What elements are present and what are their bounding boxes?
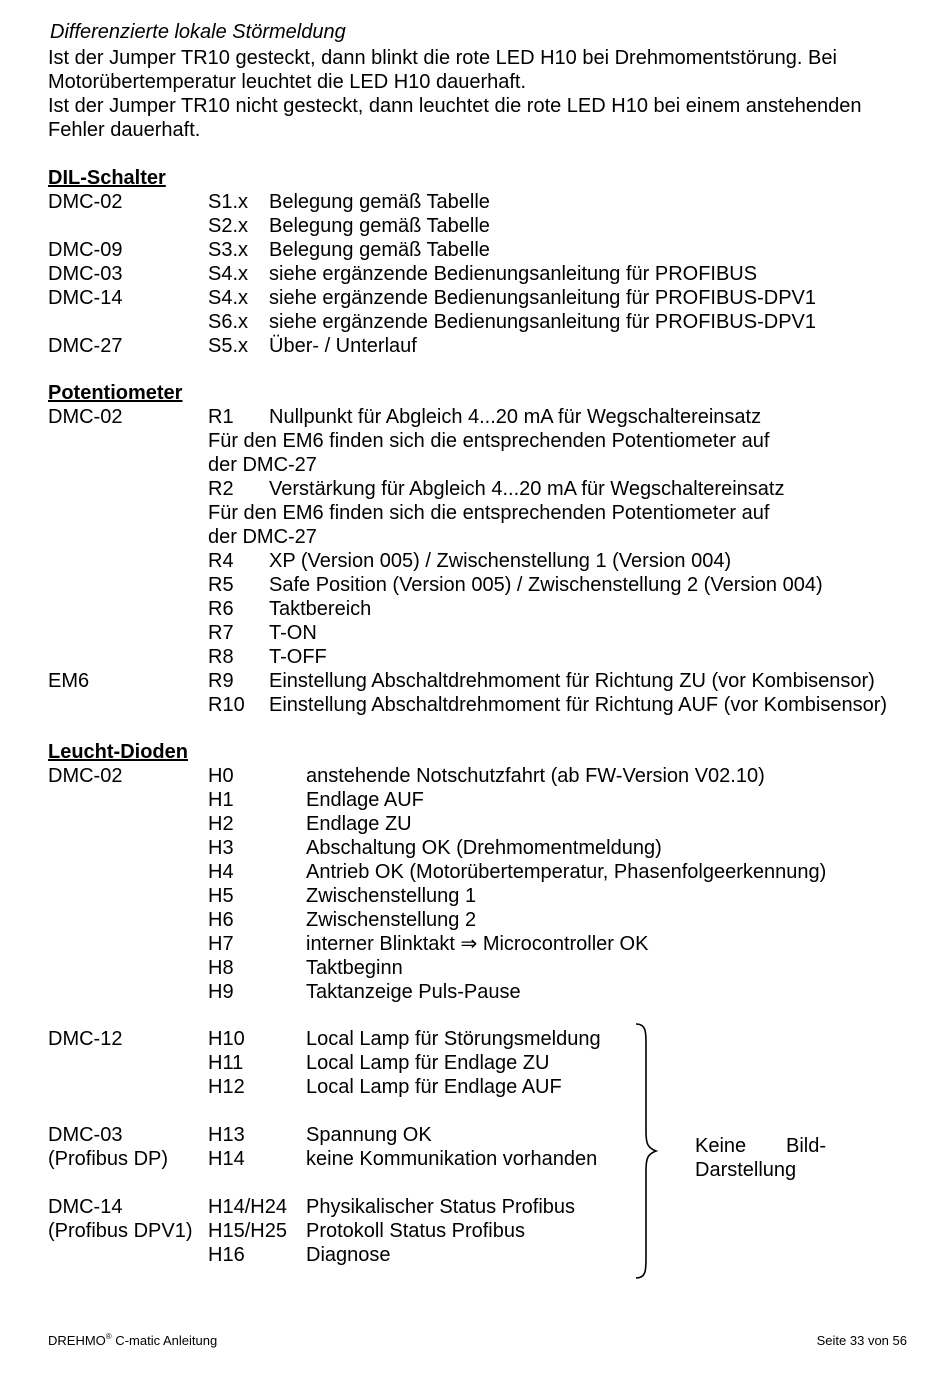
brace-note-word2: Bild-	[786, 1135, 827, 1157]
section-title-stoermeldung: Differenzierte lokale Störmeldung	[50, 21, 346, 43]
led-code: H7	[208, 933, 234, 955]
led-desc: Diagnose	[306, 1244, 391, 1266]
led-device: DMC-14	[48, 1196, 123, 1218]
led-desc: anstehende Notschutzfahrt (ab FW-Version V02.10)	[306, 765, 765, 787]
led-code: H11	[208, 1052, 244, 1074]
led-code: H0	[208, 765, 234, 787]
poti-device-em6: EM6	[48, 670, 90, 692]
footer-doc: C-matic Anleitung	[111, 1333, 218, 1348]
brace-note-word1: Keine	[695, 1135, 747, 1157]
curly-brace-icon	[632, 1022, 662, 1280]
led-code: H6	[208, 909, 234, 931]
led-desc: Antrieb OK (Motorübertemperatur, Phasenfolgeerkennung)	[306, 861, 827, 883]
dil-desc: Über- / Unterlauf	[269, 335, 417, 357]
dil-code: S6.x	[208, 311, 249, 333]
intro-para2-line2: Fehler dauerhaft.	[48, 119, 201, 141]
footer-page-number: Seite 33 von 56	[816, 1333, 907, 1348]
poti-code: R4	[208, 550, 234, 572]
led-desc: Endlage AUF	[306, 789, 424, 811]
led-desc: Taktanzeige Puls-Pause	[306, 981, 521, 1003]
led-code: H2	[208, 813, 234, 835]
led-code: H8	[208, 957, 234, 979]
poti-desc: XP (Version 005) / Zwischenstellung 1 (Version 004)	[269, 550, 732, 572]
led-code: H5	[208, 885, 234, 907]
dil-desc: Belegung gemäß Tabelle	[269, 191, 490, 213]
footer-document-name	[48, 1333, 217, 1349]
poti-desc: Nullpunkt für Abgleich 4...20 mA für Wegschaltereinsatz	[269, 406, 762, 428]
led-device: (Profibus DPV1)	[48, 1220, 193, 1242]
led-code: H9	[208, 981, 234, 1003]
dil-device: DMC-09	[48, 239, 123, 261]
led-desc: Zwischenstellung 1	[306, 885, 477, 907]
led-desc: keine Kommunikation vorhanden	[306, 1148, 598, 1170]
poti-code: R5	[208, 574, 234, 596]
poti-code: R2	[208, 478, 234, 500]
led-code: H4	[208, 861, 234, 883]
dil-code: S2.x	[208, 215, 249, 237]
led-desc: Zwischenstellung 2	[306, 909, 477, 931]
registered-mark: ®	[105, 1332, 112, 1341]
brace-note-line2: Darstellung	[695, 1159, 797, 1181]
led-code: H10	[208, 1028, 245, 1050]
poti-code: R1	[208, 406, 234, 428]
poti-code: R9	[208, 670, 234, 692]
dil-device: DMC-02	[48, 191, 123, 213]
led-code: H14/H24	[208, 1196, 287, 1218]
heading-dil-schalter: DIL-Schalter	[48, 167, 166, 189]
poti-code: R7	[208, 622, 234, 644]
led-code: H1	[208, 789, 234, 811]
poti-note: Für den EM6 finden sich die entsprechenden Potentiometer auf	[208, 430, 770, 452]
led-code: H12	[208, 1076, 245, 1098]
led-desc: Spannung OK	[306, 1124, 432, 1146]
led-device: DMC-03	[48, 1124, 123, 1146]
poti-desc: Safe Position (Version 005) / Zwischenstellung 2 (Version 004)	[269, 574, 823, 596]
poti-device-dmc02: DMC-02	[48, 406, 123, 428]
led-desc: Protokoll Status Profibus	[306, 1220, 525, 1242]
led-device: DMC-12	[48, 1028, 123, 1050]
led-desc: Local Lamp für Endlage AUF	[306, 1076, 562, 1098]
poti-code: R6	[208, 598, 234, 620]
led-desc: Physikalischer Status Profibus	[306, 1196, 576, 1218]
poti-desc: T-OFF	[269, 646, 327, 668]
dil-device: DMC-14	[48, 287, 123, 309]
dil-desc: siehe ergänzende Bedienungsanleitung für PROFIBUS-DPV1	[269, 287, 816, 309]
led-code: H14	[208, 1148, 245, 1170]
poti-code: R10	[208, 694, 245, 716]
poti-desc: Verstärkung für Abgleich 4...20 mA für Wegschaltereinsatz	[269, 478, 785, 500]
poti-note: der DMC-27	[208, 526, 317, 548]
led-code: H16	[208, 1244, 245, 1266]
led-desc: Abschaltung OK (Drehmomentmeldung)	[306, 837, 662, 859]
intro-para2-line1: Ist der Jumper TR10 nicht gesteckt, dann leuchtet die rote LED H10 bei einem anstehenden	[48, 95, 862, 117]
led-desc: Taktbeginn	[306, 957, 403, 979]
led-device: (Profibus DP)	[48, 1148, 169, 1170]
poti-desc: Einstellung Abschaltdrehmoment für Richtung AUF (vor Kombisensor)	[269, 694, 888, 716]
dil-code: S5.x	[208, 335, 249, 357]
footer-brand: DREHMO	[48, 1333, 106, 1348]
dil-desc: siehe ergänzende Bedienungsanleitung für PROFIBUS	[269, 263, 758, 285]
poti-desc: Taktbereich	[269, 598, 372, 620]
dil-device: DMC-27	[48, 335, 123, 357]
intro-para1-line1: Ist der Jumper TR10 gesteckt, dann blinkt die rote LED H10 bei Drehmomentstörung. Bei	[48, 47, 837, 69]
dil-code: S1.x	[208, 191, 249, 213]
dil-code: S4.x	[208, 287, 249, 309]
led-desc: Local Lamp für Endlage ZU	[306, 1052, 550, 1074]
led-device: DMC-02	[48, 765, 123, 787]
heading-leucht-dioden: Leucht-Dioden	[48, 741, 188, 763]
dil-desc: Belegung gemäß Tabelle	[269, 215, 490, 237]
intro-para1-line2: Motorübertemperatur leuchtet die LED H10 dauerhaft.	[48, 71, 527, 93]
led-desc: Endlage ZU	[306, 813, 412, 835]
heading-potentiometer: Potentiometer	[48, 382, 183, 404]
dil-code: S4.x	[208, 263, 249, 285]
led-code: H3	[208, 837, 234, 859]
dil-device: DMC-03	[48, 263, 123, 285]
poti-code: R8	[208, 646, 234, 668]
poti-desc: T-ON	[269, 622, 317, 644]
led-code: H13	[208, 1124, 245, 1146]
led-desc: interner Blinktakt ⇒ Microcontroller OK	[306, 933, 649, 955]
dil-desc: Belegung gemäß Tabelle	[269, 239, 490, 261]
dil-code: S3.x	[208, 239, 249, 261]
poti-desc: Einstellung Abschaltdrehmoment für Richtung ZU (vor Kombisensor)	[269, 670, 875, 692]
poti-note: der DMC-27	[208, 454, 317, 476]
led-desc: Local Lamp für Störungsmeldung	[306, 1028, 601, 1050]
led-code: H15/H25	[208, 1220, 287, 1242]
poti-note: Für den EM6 finden sich die entsprechenden Potentiometer auf	[208, 502, 770, 524]
dil-desc: siehe ergänzende Bedienungsanleitung für PROFIBUS-DPV1	[269, 311, 816, 333]
